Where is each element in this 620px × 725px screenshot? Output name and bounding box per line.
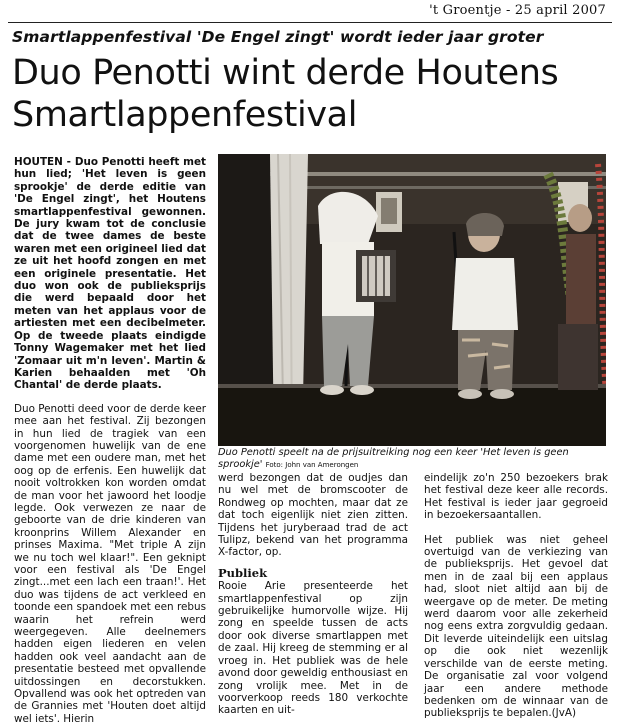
body-paragraph-3: Rooie Arie presenteerde het smartlappenfestival op zijn gebruikelijke humorvolle wijze. Hij zong en speelde tussen de acts door ook diverse smartlappen met de zaal. Hij kreeg de stemming er al vroeg in. Het publiek was de hele avond door geweldig enthousiast en zong vrolijk mee. Met in de voorverkoop reeds 180 verkochte kaarten en uit-	[218, 580, 408, 717]
body-paragraph-5: Het publiek was niet geheel overtuigd van de verkiezing van de publieksprijs. Het gevoel dat men in de zaal bij een applaus had, sloot niet altijd aan bij de weergave op de meter. De meting werd daarom voor alle zekerheid nog eens extra zorgvuldig gedaan. Dit leverde uiteindelijk een uitslag op die ook niet wezenlijk verschilde van de eerste meting. De organisatie zal voor volgend jaar een andere methode bedenken om de winnaar van de publieksprijs te bepalen.(JvA)	[424, 533, 608, 720]
body-paragraph-1: Duo Penotti deed voor de derde keer mee aan het festival. Zij bezongen in hun lied de tragiek van een voorgenomen huwelijk van de ene dame met een oudere man, met het oog op de erfenis. Een huwelijk dat nooit voltrokken kon worden omdat de man voor het jawoord het loodje legde. Ook verwezen ze naar de geboorte van de drie kinderen van kroonprins Willem Alexander en prinses Maxima. "Met triple A zijn we nu toch wel klaar!". Een geknipt voor een festival als 'De Engel zingt...met een lach een traan!'. Het duo was tijdens de act verkleed en toonde een spandoek met een rebus waarin het refrein werd weergegeven. Alle deelnemers hadden eigen liederen en velen hadden ook veel aandacht aan de presentatie besteed met opvallende uitdossingen en decorstukken. Opvallend was ook het optreden van de Grannies met 'Houten doet altijd wel iets'. Hierin	[14, 402, 206, 725]
lead-paragraph: HOUTEN - Duo Penotti heeft met hun lied; 'Het leven is geen sprookje' de derde editie van 'De Engel zingt', het Houtens smartlappenfestival gewonnen. De jury kwam tot de conclusie dat de twee dames de beste waren met een origineel lied dat ze uit het hoofd zongen en met een originele presentatie. Het duo won ook de publieksprijs die werd bepaald door het meten van het applaus voor de artiesten met een decibelmeter. Op de tweede plaats eindigde Tonny Wagemaker met het lied 'Zomaar uit m'n leven'. Martin & Karien behaalden met 'Oh Chantal' de derde plaats.	[14, 156, 206, 392]
article-column-1	[14, 156, 206, 725]
masthead: 't Groentje - 25 april 2007	[429, 3, 606, 18]
headline-line-1: Duo Penotti wint derde Houtens	[12, 53, 559, 93]
photo-caption	[218, 447, 608, 471]
masthead-rule	[8, 22, 612, 23]
body-paragraph-2: werd bezongen dat de oudjes dan nu wel met de bromscooter de Rondweg op mochten, maar dat ze dat toch eigenlijk niet zien zitten. Tijdens het juryberaad trad de act Tulipz, bekend van het programma X-factor, op.	[218, 472, 408, 559]
article-column-3	[424, 472, 608, 720]
kicker: Smartlappenfestival 'De Engel zingt' wordt ieder jaar groter	[12, 28, 544, 46]
subhead-publiek: Publiek	[218, 565, 268, 580]
headline	[12, 52, 612, 136]
body-paragraph-4: eindelijk zo'n 250 bezoekers brak het festival deze keer alle records. Het festival is ieder jaar gegroeid in bezoekersaantallen.	[424, 472, 608, 522]
stage-photo-illustration	[218, 154, 606, 446]
photo-credit: Foto: John van Amerongen	[265, 461, 359, 469]
stage-photo	[218, 154, 606, 446]
article-column-2	[218, 472, 408, 717]
caption-text: Duo Penotti speelt na de prijsuitreiking nog een keer 'Het leven is geen sprookje'	[218, 447, 569, 470]
headline-line-2: Smartlappenfestival	[12, 95, 358, 135]
